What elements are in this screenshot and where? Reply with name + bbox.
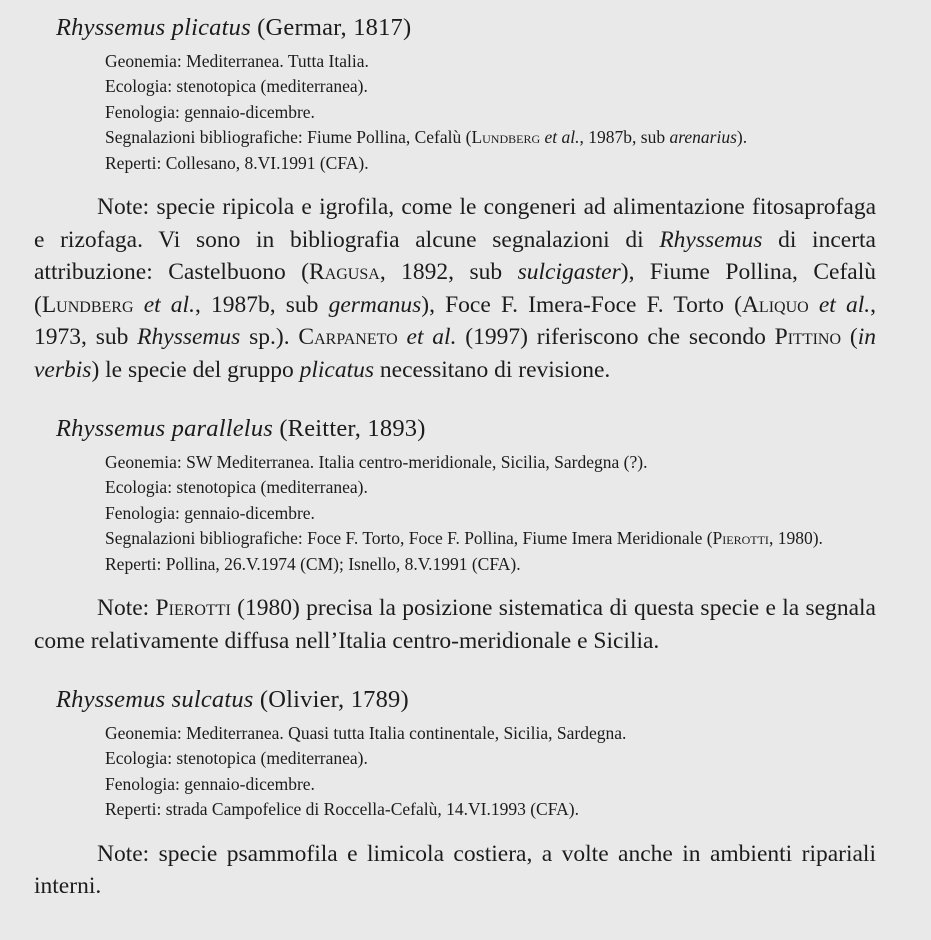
- plain-text: , 1980).: [768, 528, 823, 549]
- plain-text: ), Fiume Pollina, Cefalù (: [34, 259, 876, 318]
- plain-text: Note: specie ripicola e igrofila, come le congeneri ad alimentazione fitosaprofaga e rizofaga. Vi sono in bibliografia alcune segnalazioni di: [34, 194, 876, 253]
- species-entry-sulcatus: [34, 684, 876, 903]
- italic-text: arenarius: [669, 127, 737, 148]
- italic-text: et al.: [143, 291, 195, 318]
- detail-line: [28, 746, 848, 771]
- italic-text: in verbis: [34, 324, 876, 383]
- note-paragraph: [34, 838, 876, 903]
- detail-line: [28, 526, 848, 551]
- plain-text: , 1987b, sub: [579, 127, 670, 148]
- italic-text: et al.: [406, 324, 457, 351]
- note-paragraph: [34, 592, 876, 657]
- details-block: [28, 450, 848, 577]
- plain-text: ) le specie del gruppo: [91, 356, 300, 383]
- italic-text: Rhyssemus: [137, 324, 241, 351]
- plain-text: di incerta attribuzione: Castelbuono (: [34, 226, 876, 286]
- plain-text: Fenologia: gennaio-dicembre.: [105, 502, 315, 523]
- smallcaps-name: Lundberg: [41, 291, 134, 318]
- italic-text: Rhyssemus: [659, 226, 763, 253]
- species-name: Rhyssemus parallelus: [56, 415, 273, 443]
- species-name: Rhyssemus sulcatus: [56, 686, 254, 714]
- plain-text: Ecologia: stenotopica (mediterranea).: [105, 748, 368, 769]
- italic-text: germanus: [328, 291, 422, 318]
- plain-text: , 1987b, sub: [194, 291, 329, 318]
- plain-text: Reperti: strada Campofelice di Roccella-Cefalù, 14.VI.1993 (CFA).: [105, 799, 579, 820]
- plain-text: Geonemia: SW Mediterranea. Italia centro-meridionale, Sicilia, Sardegna (?).: [105, 452, 648, 473]
- plain-text: , 1973, sub: [34, 291, 876, 351]
- detail-line: [28, 49, 848, 74]
- plain-text: Geonemia: Mediterranea. Tutta Italia.: [105, 51, 369, 71]
- detail-line: [28, 151, 848, 176]
- species-entry-plicatus: [34, 12, 876, 386]
- plain-text: Reperti: Pollina, 26.V.1974 (CM); Isnello, 8.V.1991 (CFA).: [105, 553, 521, 574]
- detail-line: [28, 125, 848, 150]
- detail-line: [28, 100, 848, 125]
- details-block: [28, 49, 848, 176]
- species-author: (Germar, 1817): [250, 14, 412, 41]
- plain-text: Fenologia: gennaio-dicembre.: [105, 101, 315, 122]
- species-heading: [34, 12, 876, 43]
- smallcaps-name: Pierotti: [712, 528, 769, 549]
- italic-text: sulcigaster: [517, 259, 621, 286]
- plain-text: [134, 292, 144, 318]
- detail-line: [28, 475, 848, 500]
- italic-text: et al.: [544, 127, 580, 148]
- species-author: (Olivier, 1789): [253, 686, 409, 714]
- plain-text: ).: [736, 127, 748, 148]
- plain-text: Geonemia: Mediterranea. Quasi tutta Italia continentale, Sicilia, Sardegna.: [105, 723, 627, 744]
- detail-line: [28, 501, 848, 526]
- plain-text: ), Foce F. Imera-Foce F. Torto (: [421, 291, 742, 318]
- plain-text: (: [841, 324, 858, 351]
- detail-line: [28, 552, 848, 577]
- plain-text: Note:: [97, 595, 156, 622]
- detail-line: [28, 721, 848, 746]
- plain-text: necessitano di revisione.: [374, 356, 611, 383]
- species-heading: [34, 413, 876, 444]
- plain-text: (1980) precisa la posizione sistematica di questa specie e la segnala come relativamente diffusa nell’Italia centro-meridionale e Sicilia.: [34, 595, 876, 654]
- plain-text: Ecologia: stenotopica (mediterranea).: [105, 477, 368, 498]
- plain-text: [809, 292, 819, 318]
- plain-text: sp.).: [240, 324, 299, 351]
- detail-line: [28, 772, 848, 797]
- plain-text: Ecologia: stenotopica (mediterranea).: [105, 76, 368, 97]
- plain-text: Reperti: Collesano, 8.VI.1991 (CFA).: [105, 152, 369, 173]
- plain-text: Segnalazioni bibliografiche: Fiume Pollina, Cefalù (: [105, 127, 472, 148]
- plain-text: Segnalazioni bibliografiche: Foce F. Torto, Foce F. Pollina, Fiume Imera Meridionale (: [105, 528, 713, 549]
- details-block: [28, 721, 848, 823]
- smallcaps-name: Ragusa: [309, 259, 380, 286]
- plain-text: Fenologia: gennaio-dicembre.: [105, 773, 315, 794]
- plain-text: Note: specie psammofila e limicola costiera, a volte anche in ambienti ripariali interni.: [34, 840, 876, 900]
- detail-line: [28, 74, 848, 99]
- species-author: (Reitter, 1893): [273, 415, 426, 443]
- italic-text: et al.: [818, 291, 871, 318]
- species-entry-parallelus: [34, 413, 876, 657]
- plain-text: , 1892, sub: [379, 259, 518, 286]
- smallcaps-name: Carpaneto: [298, 324, 398, 351]
- smallcaps-name: Pierotti: [155, 595, 231, 622]
- detail-line: [28, 797, 848, 822]
- species-name: Rhyssemus plicatus: [56, 14, 251, 41]
- species-heading: [34, 684, 876, 715]
- plain-text: [398, 324, 407, 350]
- smallcaps-name: Pittino: [774, 324, 842, 351]
- smallcaps-name: Lundberg: [471, 127, 541, 148]
- smallcaps-name: Aliquo: [741, 291, 809, 318]
- note-paragraph: [34, 191, 876, 386]
- detail-line: [28, 450, 848, 475]
- plain-text: (1997) riferiscono che secondo: [456, 324, 775, 351]
- italic-text: plicatus: [299, 356, 375, 383]
